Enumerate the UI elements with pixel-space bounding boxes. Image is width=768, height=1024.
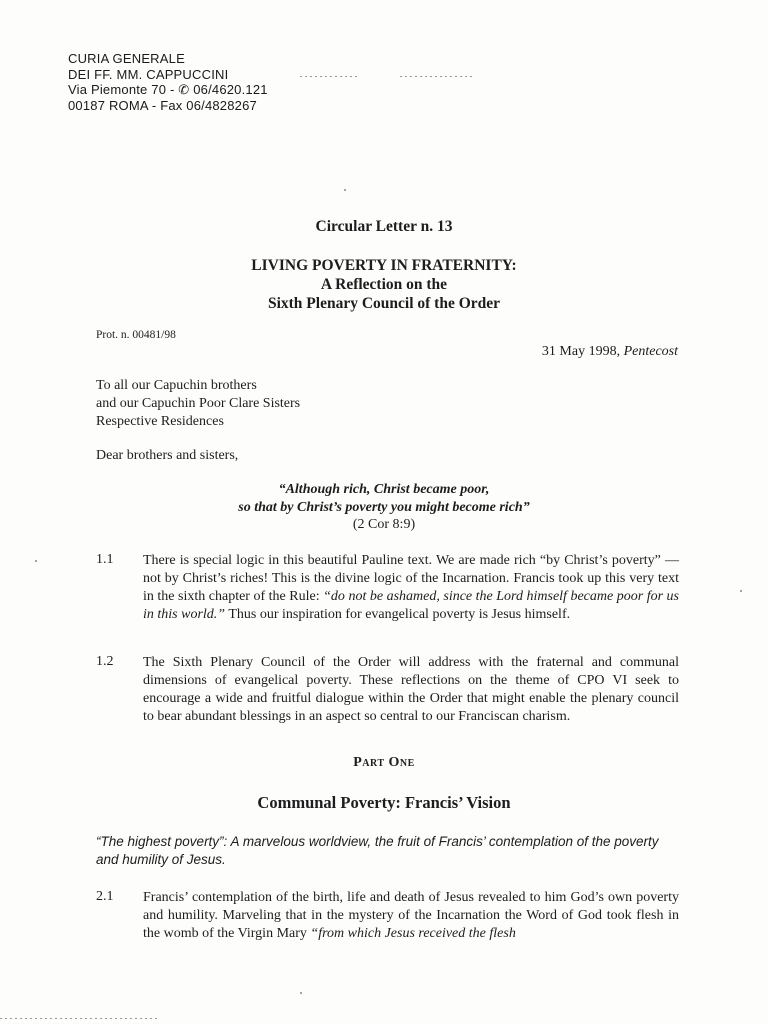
epigraph-line-1: “Although rich, Christ became poor,: [278, 482, 490, 497]
epigraph-line-2: so that by Christ’s poverty you might become rich”: [238, 499, 530, 515]
protocol-number: Prot. n. 00481/98: [96, 329, 176, 341]
recipient-address: [96, 377, 300, 431]
part-heading: Communal Poverty: Francis’ Vision: [257, 793, 511, 812]
title-line-3: Sixth Plenary Council of the Order: [267, 295, 501, 312]
letter-date: [542, 344, 678, 360]
scan-speck: [35, 560, 37, 562]
epigraph-citation: (2 Cor 8:9): [352, 517, 416, 532]
paragraph-text: Thus our inspiration for evangelical poverty is Jesus himself.: [225, 607, 571, 622]
paragraph-number: 1.2: [96, 654, 114, 669]
paragraph-1-2: [143, 654, 679, 726]
scan-noise: [400, 76, 475, 77]
letterhead-line-2: DEI FF. MM. CAPPUCCINI: [68, 66, 229, 82]
letterhead-line-4: 00187 ROMA - Fax 06/4828267: [68, 97, 257, 113]
salutation: Dear brothers and sisters,: [96, 448, 239, 463]
paragraph-1-1: [143, 552, 679, 624]
date-feast: Pentecost: [623, 344, 678, 359]
paragraph-number: 1.1: [96, 552, 114, 567]
scan-speck: [344, 189, 346, 191]
paragraph-text: The Sixth Plenary Council of the Order will address with the fraternal and communal dimensions of evangelical poverty. These reflections on the theme of CPO VI seek to encourage a wide and fruitful dialogue within the Order that might enable the plenary council to bear abundant blessings in an aspect so central to our Franciscan charism.: [143, 655, 679, 724]
title-line-2: A Reflection on the: [320, 276, 448, 293]
paragraph-italic-text: “from which Jesus received the flesh: [310, 926, 516, 941]
circular-letter-label: Circular Letter n. 13: [315, 218, 453, 235]
letterhead-line-3: Via Piemonte 70 - ✆ 06/4620.121: [68, 82, 268, 97]
address-line-1: To all our Capuchin brothers: [96, 378, 257, 393]
address-line-3: Respective Residences: [96, 414, 224, 429]
paragraph-italic-text: “do not be ashamed, since the Lord himself became poor for us in this world.”: [143, 589, 679, 622]
document-title: [0, 256, 768, 313]
paragraph-number: 2.1: [96, 889, 114, 904]
scan-speck: [740, 590, 742, 592]
scan-speck: [300, 992, 302, 994]
letterhead-line-1: CURIA GENERALE: [68, 51, 185, 66]
scan-noise: [300, 76, 360, 77]
section-subheading: “The highest poverty”: A marvelous worldview, the fruit of Francis’ contemplation of the poverty and humility of Jesus.: [96, 834, 659, 867]
part-label: Part One: [353, 755, 415, 770]
paragraph-text: Francis’ contemplation of the birth, life and death of Jesus revealed to him God’s own poverty and humility. Marveling that in the mystery of the Incarnation the Word of God took flesh in the womb of the Virgin Mary: [143, 890, 679, 941]
epigraph: [0, 481, 768, 534]
address-line-2: and our Capuchin Poor Clare Sisters: [96, 396, 301, 411]
paragraph-2-1: [143, 889, 679, 943]
scan-noise: [0, 1018, 160, 1019]
title-line-1: LIVING POVERTY IN FRATERNITY:: [251, 257, 517, 274]
letterhead: [68, 51, 268, 113]
paragraph-text: There is special logic in this beautiful Pauline text. We are made rich “by Christ’s poverty” — not by Christ’s riches! This is the divine logic of the Incarnation. Francis took up this very text in the sixth chapter of the Rule:: [143, 553, 679, 604]
date-text: 31 May 1998,: [541, 344, 621, 359]
